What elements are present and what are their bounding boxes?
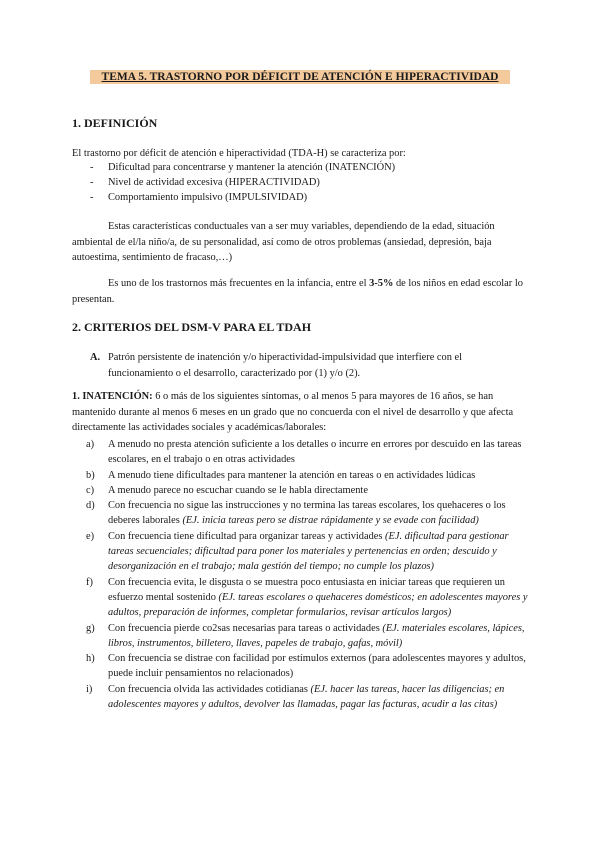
section-heading-criterios: 2. CRITERIOS DEL DSM-V PARA EL TDAH [72,320,312,334]
paragraph-characteristics: Estas características conductuales van a ser muy variables, dependiendo de la edad, situación ambiental de el/la niño/a, de su personalidad, así como de otros problemas (ansiedad, depresión, baja autoestima, sentimiento de fracaso,…) [72,221,495,263]
list-item: i) Con frecuencia olvida las actividades cotidianas (EJ. hacer las tareas, hacer las diligencias; en adolescentes mayores y adultos, devolver las llamadas, pagar las facturas, acudir a las citas) [86,683,505,711]
list-item: c) A menudo parece no escuchar cuando se le habla directamente [86,484,368,496]
list-item: a) A menudo no presta atención suficiente a los detalles o incurre en errores por descuido en las tareas escolares, en el trabajo o en otras actividades [86,439,522,466]
criterion-a [90,350,510,381]
list-item: h) Con frecuencia se distrae con facilidad por estímulos externos (para adolescentes mayores y adultos, puede incluir pensamientos no relacionados) [86,653,526,680]
inattention-paragraph: 1. INATENCIÓN: 6 o más de los siguientes síntomas, o al menos 5 para mayores de 16 años, se han mantenido durante al menos 6 meses en un grado que no concuerda con el nivel de desarrollo y que afecta directamente las actividades sociales y académicas/laborales: [72,391,514,433]
prevalence-figure: 3-5% [369,278,394,289]
list-item: b) A menudo tiene dificultades para mantener la atención en tareas o en actividades lúdicas [86,469,476,481]
paragraph-prevalence: Es uno de los trastornos más frecuentes en la infancia, entre el 3-5% de los niños en edad escolar lo presentan. [72,278,523,305]
list-item: g) Con frecuencia pierde co2sas necesarias para tareas o actividades (EJ. materiales escolares, lápices, libros, instrumentos, billetero, llaves, papeles de trabajo, gafas, móvil) [86,622,525,649]
list-item: f) Con frecuencia evita, le disgusta o se muestra poco entusiasta en iniciar tareas que requieren un esfuerzo mental sostenido (EJ. tareas escolares o quehaceres domésticos; en adolescentes mayores y adultos, preparación de informes, completar formularios, revisar artículos largos) [86,576,528,619]
list-item: - Nivel de actividad excesiva (HIPERACTIVIDAD) [90,175,395,190]
inattention-label: 1. INATENCIÓN: [72,391,153,402]
section-heading-definicion: 1. DEFINICIÓN [72,116,158,130]
symptom-list [90,160,395,205]
criterion-a-label: A. [90,352,101,363]
inattention-symptom-list [86,437,536,712]
list-item: - Dificultad para concentrarse y mantener la atención (INATENCIÓN) [90,160,395,175]
criterion-a-text: Patrón persistente de inatención y/o hiperactividad-impulsividad que interfiere con el funcionamiento o el desarrollo, caracterizado por (1) y/o (2). [108,352,463,379]
list-item: d) Con frecuencia no sigue las instrucciones y no termina las tareas escolares, los quehaceres o los deberes laborales (EJ. inicia tareas pero se distrae rápidamente y se evade con facilidad) [86,500,506,527]
document-title: TEMA 5. TRASTORNO POR DÉFICIT DE ATENCIÓN E HIPERACTIVIDAD [90,70,510,84]
list-item: - Comportamiento impulsivo (IMPULSIVIDAD) [90,190,395,205]
definition-intro: El trastorno por déficit de atención e hiperactividad (TDA-H) se caracteriza por: [72,148,406,159]
list-item: e) Con frecuencia tiene dificultad para organizar tareas y actividades (EJ. dificultad para gestionar tareas secuenciales; dificultad para poner los materiales y pertenencias en orden; descuido y desorganización en el trabajo; mala gestión del tiempo; no cumple los plazos) [86,530,509,573]
